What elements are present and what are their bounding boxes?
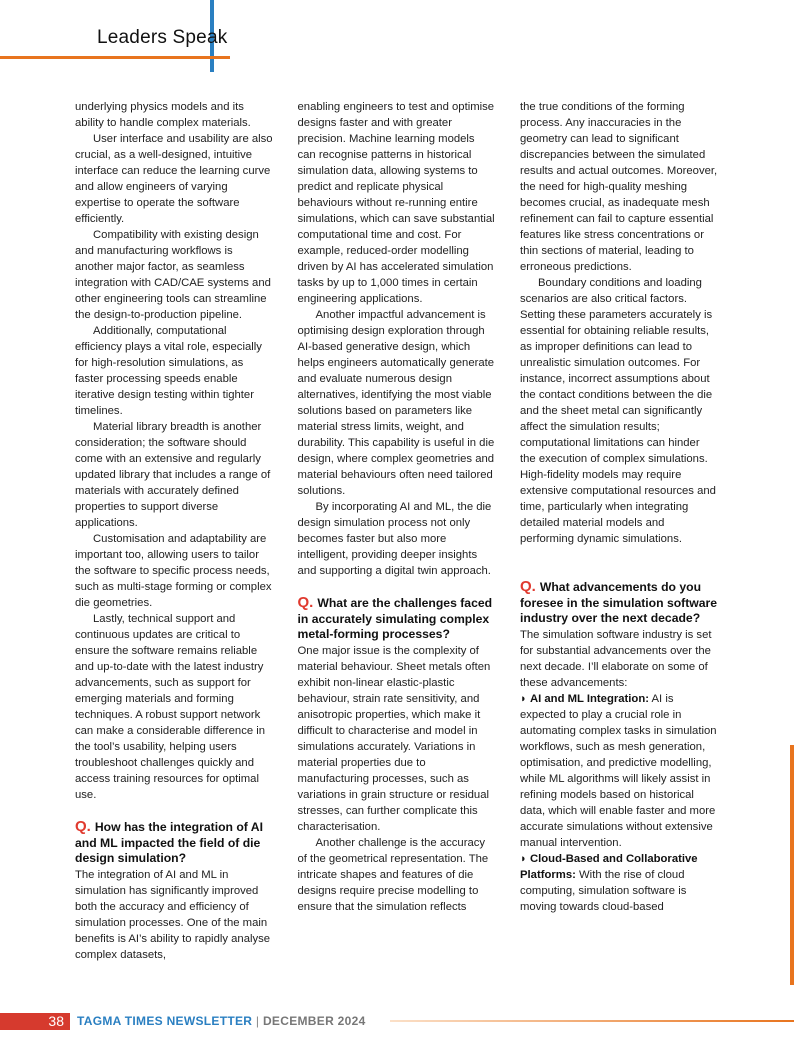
paragraph: Customisation and adaptability are important too, allowing users to tailor the software to specific process needs, such as multi-stage forming or complex die geometries. xyxy=(75,533,272,609)
paragraph: Lastly, technical support and continuous updates are critical to ensure the software remains reliable and up-to-date with the latest industry advancements, such as support for emerging materials and forming techniques. A robust support network can make a considerable difference in the tool’s usability, helping users troubleshoot challenges quickly and access training resources for optimal use. xyxy=(75,613,266,801)
bullet-text: With the rise of cloud computing, simulation software is moving towards cloud-based xyxy=(520,868,687,913)
issue-date: DECEMBER 2024 xyxy=(262,1014,366,1028)
column-1 xyxy=(75,99,273,989)
question-block xyxy=(298,595,496,915)
paragraph: enabling engineers to test and optimise designs faster and with greater precision. Machine learning models can recognise patterns in historical simulation data, allowing systems to predict and replicate physical behaviours without re-running entire simulations, which can save substantial computational time and cost. For example, reduced-order modelling driven by AI has accelerated simulation tasks by up to 1,000 times in certain engineering applications. xyxy=(297,101,495,305)
paragraph: User interface and usability are also crucial, as a well-designed, intuitive interface can reduce the learning curve and allow engineers of varying expertise to operate the software efficiently. xyxy=(75,133,273,225)
bullet-item xyxy=(520,851,718,915)
bullet-icon: ◗ xyxy=(520,852,527,865)
answer-paragraph: The simulation software industry is set for substantial advancements over the next decade. I’ll elaborate on some of these advancements: xyxy=(520,628,712,689)
footer-rule xyxy=(390,1020,794,1022)
answer-paragraph: Another challenge is the accuracy of the geometrical representation. The intricate shapes and features of die designs require precise modelling to ensure that the simulation reflects xyxy=(297,836,489,913)
question-block xyxy=(75,819,273,963)
column-3 xyxy=(520,99,718,989)
header-rule xyxy=(0,56,230,59)
question-block xyxy=(520,579,718,915)
paragraph: By incorporating AI and ML, the die design simulation process not only becomes faster but also more intelligent, providing deeper insights and supporting a digital twin approach. xyxy=(297,501,492,577)
page-number: 38 xyxy=(0,1013,70,1030)
paragraph: the true conditions of the forming process. Any inaccuracies in the geometry can lead to significant discrepancies between the simulated results and actual outcomes. Moreover, the need for high-quality meshing becomes crucial, as inadequate mesh refinement can fail to capture essential features like stress concentrations or thin sections of material, leading to erroneous predictions. xyxy=(520,101,718,273)
margin-accent-bar xyxy=(790,745,794,985)
paragraph: underlying physics models and its ability to handle complex materials. xyxy=(75,101,251,129)
section-title: Leaders Speak xyxy=(97,27,228,48)
bullet-item xyxy=(520,691,718,851)
paragraph: Additionally, computational efficiency plays a vital role, especially for high-resolution simulations, as faster processing speeds enable iterative design testing within tighter timelines. xyxy=(75,325,262,417)
question-heading xyxy=(520,579,718,627)
question-text: What advancements do you foresee in the simulation software industry over the next decade? xyxy=(520,580,718,625)
bullet-heading: Cloud-Based and Collaborative Platforms: xyxy=(520,852,698,881)
answer-paragraph: One major issue is the complexity of material behaviour. Sheet metals often exhibit non-linear elastic-plastic behaviour, strain rate sensitivity, and anisotropic properties, which make it difficult to characterise and model in simulations accurately. Variations in material properties due to manufacturing processes, such as variations in grain structure or residual stresses, can further complicate this characterisation. xyxy=(297,644,491,833)
paragraph: Boundary conditions and loading scenarios are also critical factors. Setting these parameters accurately is essential for obtaining reliable results, as improper definitions can lead to unrealistic simulation outcomes. For instance, incorrect assumptions about the contact conditions between the die and the sheet metal can significantly affect the simulation results; computational limitations can hinder the execution of complex simulations. High-fidelity models may require extensive computational resources and time, particularly when integrating detailed material models and performing dynamic simulations. xyxy=(520,277,716,545)
bullet-heading: AI and ML Integration: xyxy=(529,692,649,705)
footer-publication xyxy=(77,1013,366,1030)
footer-separator: | xyxy=(255,1014,260,1028)
bullet-text: AI is expected to play a crucial role in automating complex tasks in simulation workflows, such as mesh generation, optimisation, and predictive modelling, while ML algorithms will likely assist in refining models based on historical data, which will enable faster and more accurate simulations without extensive manual intervention. xyxy=(520,692,717,849)
paragraph: Another impactful advancement is optimising design exploration through AI-based generative design, which helps engineers automatically generate and evaluate numerous design alternatives, identifying the most viable solutions based on parameters like material stress limits, weight, and durability. This capability is useful in die design, where complex geometries and material behaviours often need tailored solutions. xyxy=(297,309,495,497)
q-mark: Q. xyxy=(75,818,91,835)
question-heading xyxy=(298,595,496,643)
column-2 xyxy=(298,99,496,989)
question-text: What are the challenges faced in accurately simulating complex metal-forming processes? xyxy=(297,596,493,641)
question-heading xyxy=(75,819,273,867)
paragraph: Compatibility with existing design and manufacturing workflows is another major factor, as seamless integration with CAD/CAE systems and other engineering tools can streamline the design-to-production pipeline. xyxy=(75,229,271,321)
answer-paragraph: The integration of AI and ML in simulation has significantly improved both the accuracy and efficiency of simulation processes. One of the main benefits is AI’s ability to rapidly analyse complex datasets, xyxy=(75,868,271,961)
paragraph: Material library breadth is another consideration; the software should come with an extensive and regularly updated library that includes a range of materials with accurately defined properties to support diverse applications. xyxy=(75,421,271,529)
q-mark: Q. xyxy=(520,578,536,595)
publication-name: TAGMA TIMES NEWSLETTER xyxy=(77,1014,253,1028)
article-body xyxy=(75,99,718,989)
q-mark: Q. xyxy=(297,594,314,611)
question-text: How has the integration of AI and ML impacted the field of die design simulation? xyxy=(75,820,263,865)
bullet-icon: ◗ xyxy=(520,692,527,705)
